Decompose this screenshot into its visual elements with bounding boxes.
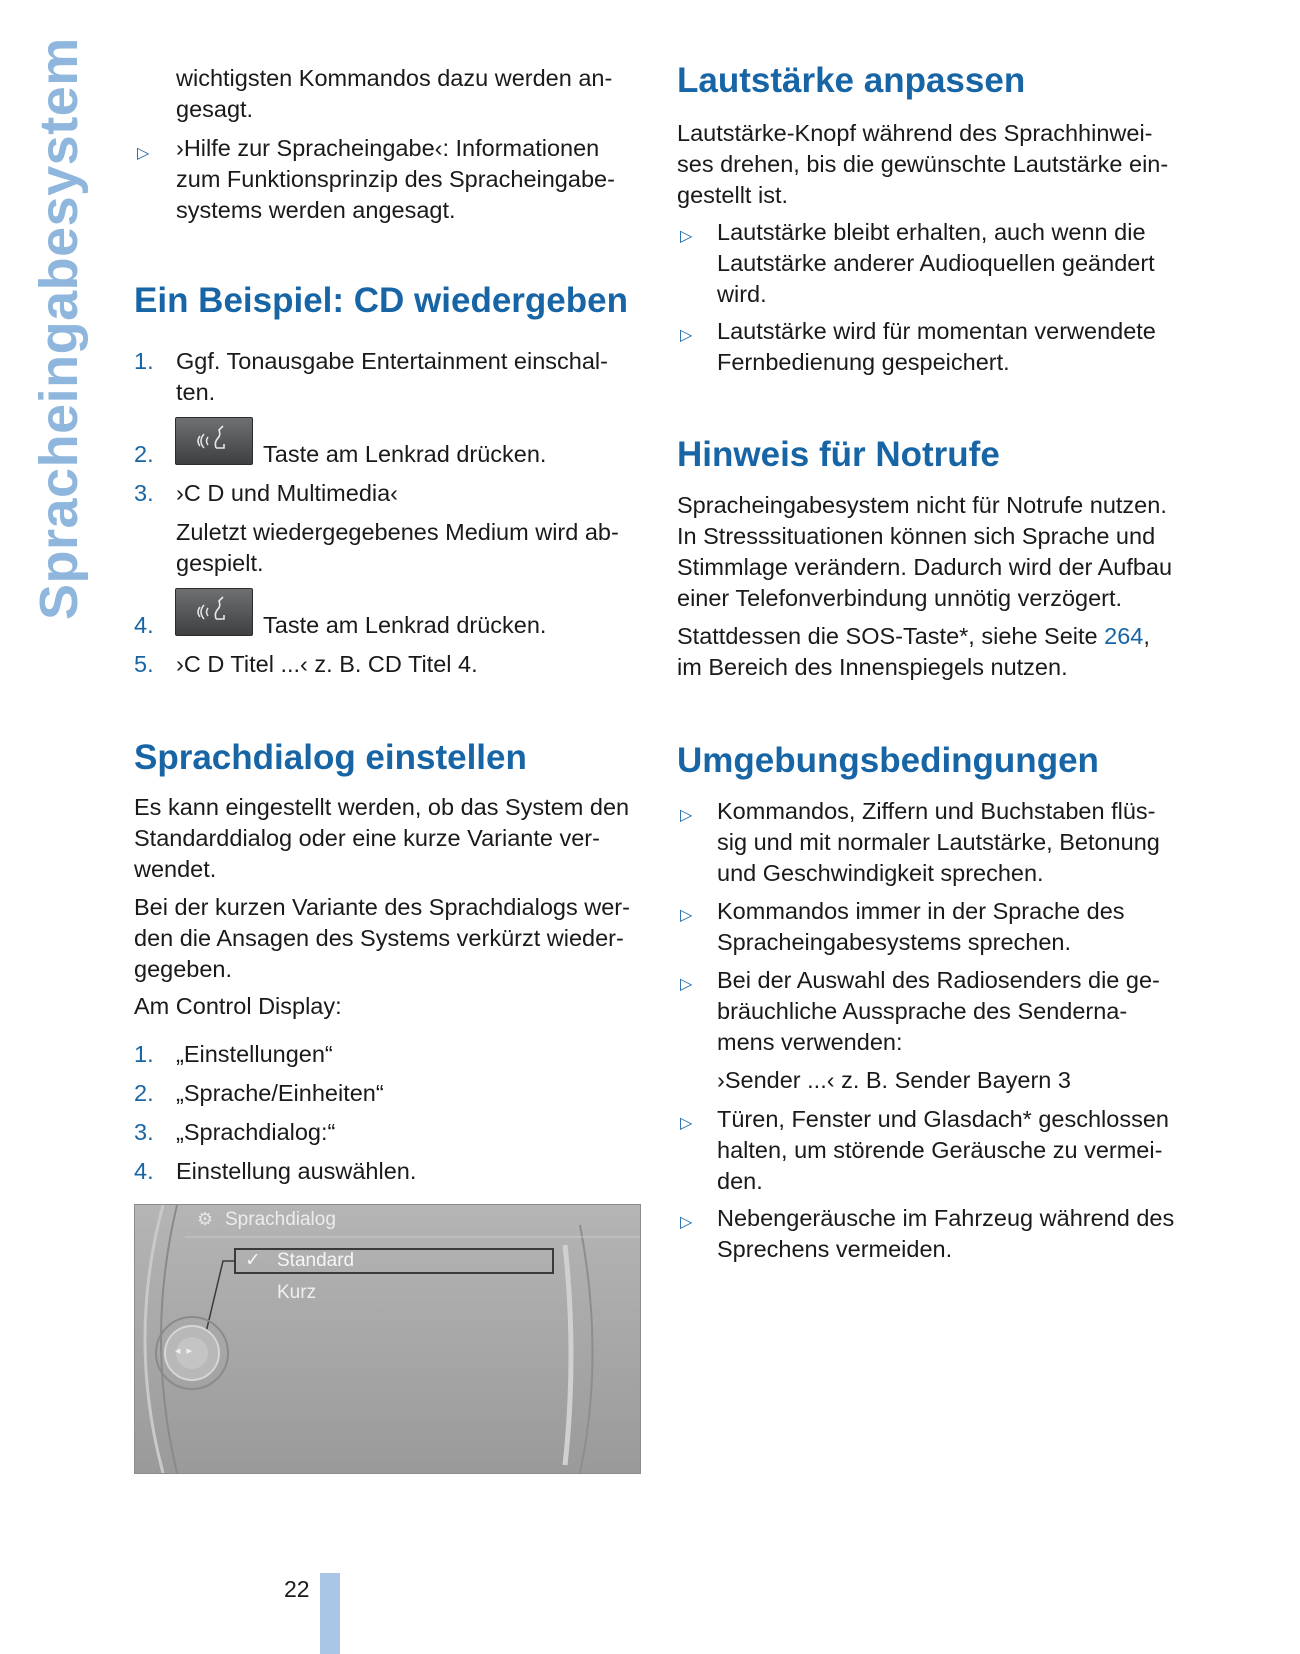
cd-step-text: „Sprachdialog:“ [176, 1119, 336, 1145]
bullet-marker-icon: ▷ [680, 327, 693, 344]
emergency-paragraph-2: Stattdessen die SOS-Taste*, siehe Seite 264, im Bereich des Innenspiegels nutzen. [677, 623, 1150, 680]
display-title: Sprachdialog [225, 1209, 336, 1230]
cd-step-number: 3. [134, 1119, 154, 1145]
heading-environment: Umgebungsbedingungen [677, 741, 1099, 780]
env-bullet-5: Nebengeräusche im Fahrzeug während des Sprechens vermeiden. [717, 1205, 1175, 1262]
side-title: Spracheingabesystem [29, 37, 89, 620]
step-1-text: Ggf. Tonausgabe Entertainment einschal- ten. [176, 348, 608, 405]
option-standard[interactable]: Standard [277, 1250, 355, 1271]
page-number: 22 [284, 1576, 310, 1602]
step-number: 3. [134, 480, 154, 506]
volume-bullet-2: Lautstärke wird für momentan verwendete Fernbedienung gespeichert. [717, 318, 1156, 375]
display-settings-icon: ⚙ [197, 1209, 214, 1229]
step-number: 1. [134, 348, 154, 374]
dialog-paragraph-1: Es kann eingestellt werden, ob das System den Standarddialog oder eine kurze Variante ver- wendet. [134, 794, 630, 882]
step-number: 5. [134, 651, 154, 677]
env-bullet-1: Kommandos, Ziffern und Buchstaben flüs- sig und mit normaler Lautstärke, Betonung und Geschwindigkeit sprechen. [717, 798, 1160, 886]
step-number: 4. [134, 612, 154, 638]
heading-dialog: Sprachdialog einstellen [134, 738, 527, 777]
voice-button-icon [175, 417, 253, 465]
dialog-paragraph-3: Am Control Display: [134, 993, 342, 1019]
bullet-marker-icon: ▷ [680, 907, 693, 924]
controller-arrows-icon: ◂▸ [175, 1345, 199, 1357]
checkmark-icon: ✓ [245, 1250, 261, 1271]
page-link[interactable]: 264 [1104, 623, 1144, 649]
cd-step-text: „Sprache/Einheiten“ [176, 1080, 384, 1106]
step-3-text: ›C D und Multimedia‹ [176, 480, 399, 506]
page-edge-bar [320, 1573, 340, 1654]
bullet-marker-icon: ▷ [680, 976, 693, 993]
volume-paragraph: Lautstärke-Knopf während des Sprachhinwei- ses drehen, bis die gewünschte Lautstärke ein- gestellt ist. [677, 120, 1169, 208]
step-5-text: ›C D Titel ...‹ z. B. CD Titel 4. [176, 651, 478, 677]
cd-step-number: 2. [134, 1080, 154, 1106]
volume-bullet-1: Lautstärke bleibt erhalten, auch wenn die Lautstärke anderer Audioquellen geändert wird. [717, 219, 1155, 307]
voice-button-icon [175, 588, 253, 636]
env-bullet-4: Türen, Fenster und Glasdach* geschlossen halten, um störende Geräusche zu vermei- den. [717, 1106, 1169, 1194]
option-kurz[interactable]: Kurz [277, 1282, 317, 1303]
env-bullet-2: Kommandos immer in der Sprache des Spracheingabesystems sprechen. [717, 898, 1125, 955]
dialog-paragraph-2: Bei der kurzen Variante des Sprachdialogs wer- den die Ansagen des Systems verkürzt wieder- gegeben. [134, 894, 630, 982]
control-display-screenshot [134, 1204, 641, 1474]
heading-volume: Lautstärke anpassen [677, 61, 1026, 100]
emergency-paragraph-1: Spracheingabesystem nicht für Notrufe nutzen. In Stresssituationen können sich Sprache und Stimmlage verändern. Dadurch wird der Aufbau einer Telefonverbindung unnötig verzögert. [677, 492, 1173, 611]
heading-emergency: Hinweis für Notrufe [677, 435, 1000, 474]
cd-step-number: 1. [134, 1041, 154, 1067]
heading-example: Ein Beispiel: CD wiedergeben [134, 281, 628, 320]
step-number: 2. [134, 441, 154, 467]
cd-step-text: „Einstellungen“ [176, 1041, 333, 1067]
bullet-marker-icon: ▷ [137, 145, 150, 162]
env-bullet-3: Bei der Auswahl des Radiosenders die ge- bräuchliche Aussprache des Senderna- mens verwenden: [717, 967, 1160, 1055]
bullet-marker-icon: ▷ [680, 807, 693, 824]
step-3-note: Zuletzt wiedergegebenes Medium wird ab- gespielt. [176, 519, 619, 576]
step-2-text: Taste am Lenkrad drücken. [263, 441, 547, 467]
step-4-text: Taste am Lenkrad drücken. [263, 612, 547, 638]
bullet-help: ›Hilfe zur Spracheingabe‹: Informationen zum Funktionsprinzip des Spracheingabe- systems werden angesagt. [176, 135, 615, 223]
bullet-marker-icon: ▷ [680, 1115, 693, 1132]
env-bullet-3-example: ›Sender ...‹ z. B. Sender Bayern 3 [717, 1067, 1071, 1093]
intro-continuation: wichtigsten Kommandos dazu werden an- gesagt. [176, 65, 613, 122]
bullet-marker-icon: ▷ [680, 1214, 693, 1231]
bullet-marker-icon: ▷ [680, 228, 693, 245]
cd-step-text: Einstellung auswählen. [176, 1158, 417, 1184]
cd-step-number: 4. [134, 1158, 154, 1184]
